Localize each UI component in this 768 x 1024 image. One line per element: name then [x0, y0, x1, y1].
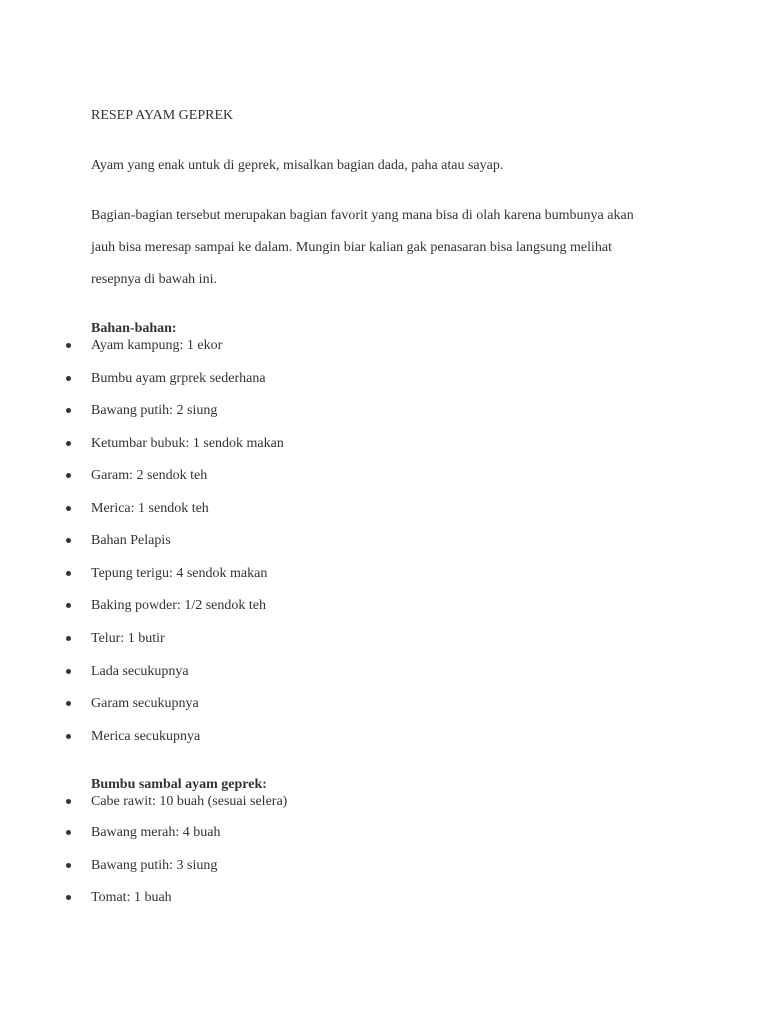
list-item: [0, 793, 768, 811]
list-item-text: Tomat: 1 buah: [91, 890, 172, 905]
bullet-icon: [66, 799, 71, 804]
bullet-icon: [66, 863, 71, 868]
list-item: [0, 532, 768, 550]
list-item: [0, 500, 768, 518]
list-item: [0, 889, 768, 907]
list-item: [0, 337, 768, 355]
list-item-text: Bawang putih: 2 siung: [91, 403, 218, 418]
paragraph-line: jauh bisa meresap sampai ke dalam. Mungin biar kalian gak penasaran bisa langsung melihat: [91, 240, 612, 255]
bullet-icon: [66, 506, 71, 511]
bullet-icon: [66, 376, 71, 381]
sambal-heading: Bumbu sambal ayam geprek:: [91, 777, 267, 792]
bullet-icon: [66, 571, 71, 576]
list-item: [0, 435, 768, 453]
list-item-text: Garam secukupnya: [91, 696, 199, 711]
list-item: [0, 695, 768, 713]
bullet-icon: [66, 473, 71, 478]
list-item-text: Ketumbar bubuk: 1 sendok makan: [91, 436, 284, 451]
ingredients-heading: Bahan-bahan:: [91, 321, 177, 336]
list-item-text: Bumbu ayam grprek sederhana: [91, 371, 266, 386]
list-item: [0, 728, 768, 746]
list-item: [0, 597, 768, 615]
bullet-icon: [66, 669, 71, 674]
list-item-text: Baking powder: 1/2 sendok teh: [91, 598, 266, 613]
list-item: [0, 565, 768, 583]
list-item-text: Cabe rawit: 10 buah (sesuai selera): [91, 794, 288, 809]
list-item: [0, 630, 768, 648]
paragraph-line: resepnya di bawah ini.: [91, 272, 217, 287]
intro-text: Ayam yang enak untuk di geprek, misalkan bagian dada, paha atau sayap.: [91, 158, 504, 173]
list-item: [0, 402, 768, 420]
list-item: [0, 467, 768, 485]
bullet-icon: [66, 408, 71, 413]
list-item-text: Ayam kampung: 1 ekor: [91, 338, 223, 353]
bullet-icon: [66, 895, 71, 900]
list-item-text: Bawang merah: 4 buah: [91, 825, 221, 840]
list-item: [0, 370, 768, 388]
list-item-text: Bawang putih: 3 siung: [91, 858, 218, 873]
list-item-text: Tepung terigu: 4 sendok makan: [91, 566, 268, 581]
list-item-text: Garam: 2 sendok teh: [91, 468, 208, 483]
list-item-text: Lada secukupnya: [91, 664, 189, 679]
bullet-icon: [66, 734, 71, 739]
bullet-icon: [66, 701, 71, 706]
list-item-text: Merica: 1 sendok teh: [91, 501, 209, 516]
list-item-text: Telur: 1 butir: [91, 631, 165, 646]
list-item-text: Merica secukupnya: [91, 729, 201, 744]
bullet-icon: [66, 343, 71, 348]
bullet-icon: [66, 538, 71, 543]
bullet-icon: [66, 603, 71, 608]
bullet-icon: [66, 830, 71, 835]
list-item-text: Bahan Pelapis: [91, 533, 171, 548]
paragraph-line: Bagian-bagian tersebut merupakan bagian favorit yang mana bisa di olah karena bumbunya akan: [91, 208, 634, 223]
recipe-title: RESEP AYAM GEPREK: [91, 108, 234, 123]
bullet-icon: [66, 441, 71, 446]
bullet-icon: [66, 636, 71, 641]
list-item: [0, 824, 768, 842]
list-item: [0, 663, 768, 681]
list-item: [0, 857, 768, 875]
